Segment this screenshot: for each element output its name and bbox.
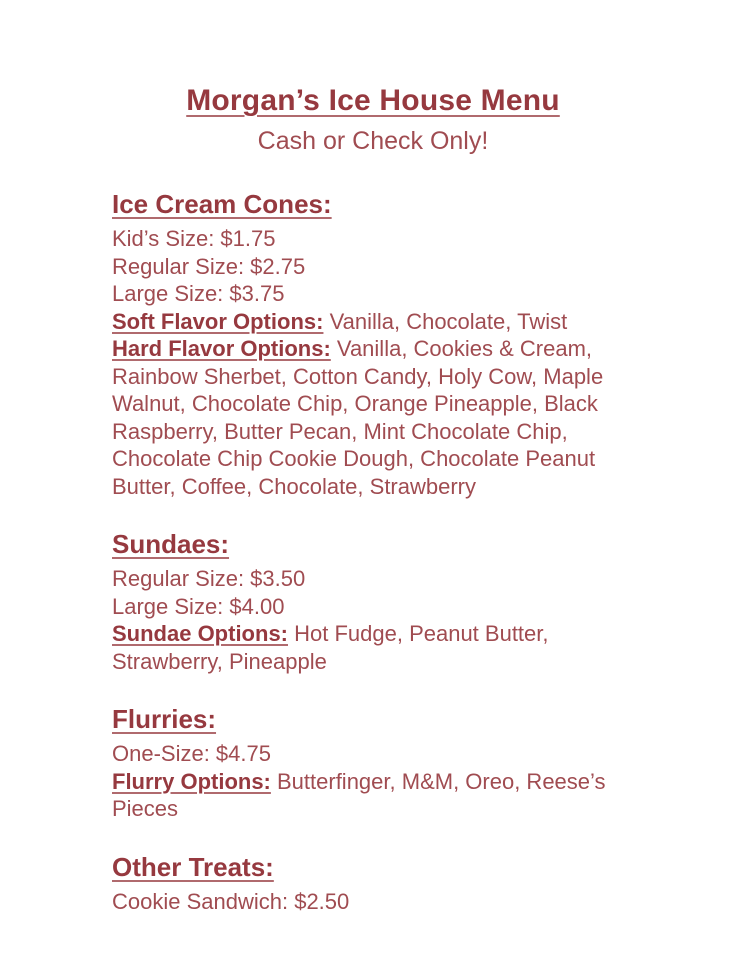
menu-line: One-Size: $4.75: [112, 741, 271, 766]
section-heading: Other Treats:: [112, 851, 274, 882]
option-values: Butterfinger, M&M, Oreo, Reese’s Pieces: [112, 768, 606, 821]
menu-line: Cookie Sandwich: $2.50: [112, 888, 350, 914]
menu-line: [112, 308, 634, 336]
menu-line: Large Size: $3.75: [112, 281, 285, 306]
section-heading: Sundaes:: [112, 529, 230, 559]
section-other-treats: [112, 852, 634, 916]
section-heading: Ice Cream Cones:: [112, 189, 332, 219]
section-sundaes: [112, 529, 634, 675]
option-label: Flurry Options:: [112, 768, 271, 794]
menu-line: Large Size: $4.00: [112, 593, 285, 619]
option-values: Hot Fudge, Peanut Butter, Strawberry, Pineapple: [112, 621, 549, 674]
menu-line: Regular Size: $2.75: [112, 253, 306, 279]
menu-line: [112, 620, 634, 675]
page-title: Morgan’s Ice House Menu: [186, 84, 560, 117]
page-subtitle: Cash or Check Only!: [257, 127, 489, 155]
option-label: Sundae Options:: [112, 621, 288, 646]
section-flurries: [112, 704, 634, 823]
section-ice-cream-cones: [112, 189, 634, 500]
option-label: Soft Flavor Options:: [112, 308, 324, 334]
menu-line: [112, 768, 634, 823]
option-values: Vanilla, Chocolate, Twist: [323, 308, 568, 334]
option-values: Vanilla, Cookies & Cream, Rainbow Sherbet, Cotton Candy, Holy Cow, Maple Walnut, Chocolate Chip, Orange Pineapple, Black Raspberry, Butter Pecan, Mint Chocolate Chip, Chocolate Chip Cookie Dough, Chocolate Peanut Butter, Coffee, Chocolate, Strawberry: [112, 336, 604, 499]
section-heading: Flurries:: [112, 704, 217, 734]
menu-line: [112, 335, 634, 500]
option-label: Hard Flavor Options:: [112, 336, 331, 361]
menu-line: Regular Size: $3.50: [112, 566, 306, 591]
menu-line: Kid’s Size: $1.75: [112, 226, 276, 251]
